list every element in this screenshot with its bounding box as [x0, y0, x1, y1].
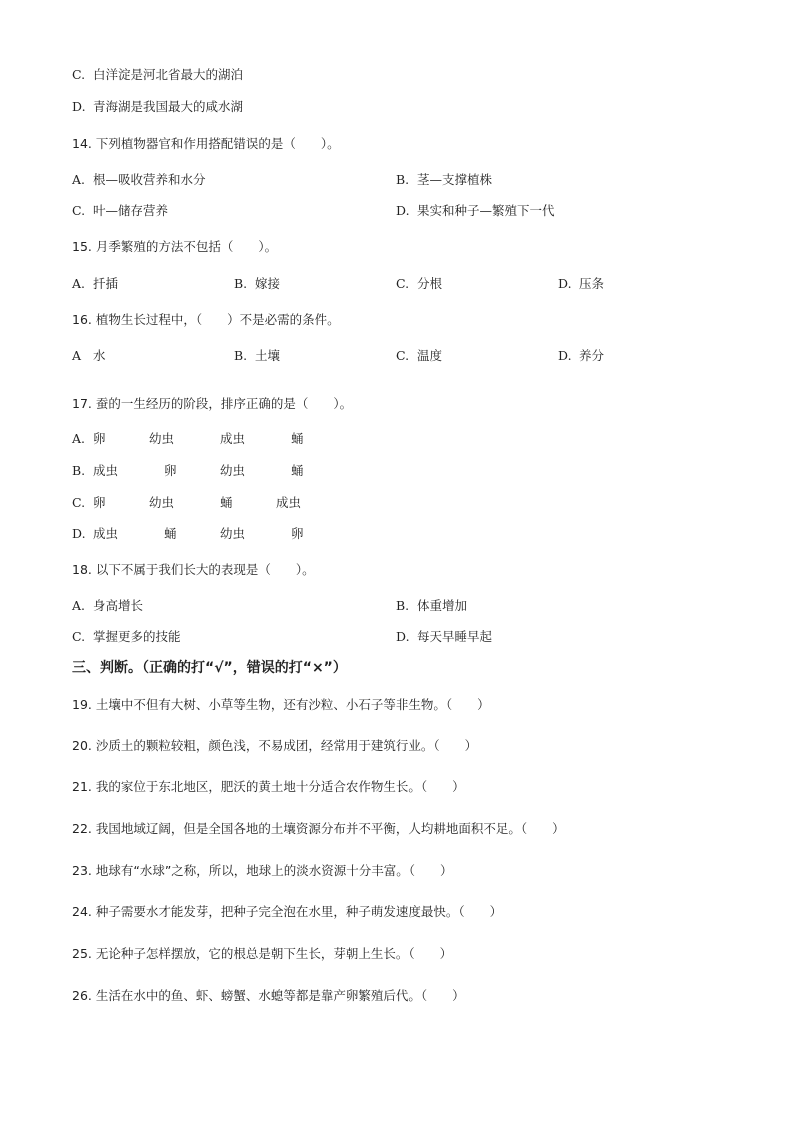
option-label: C. [72, 67, 86, 82]
option-text: 茎—支撑植株 [417, 172, 493, 187]
option-text: 分根 [417, 276, 443, 291]
option-text: 身高增长 [93, 598, 144, 613]
option-label: D. [72, 99, 86, 114]
stage: 幼虫 [220, 526, 246, 541]
option-label: B. [396, 172, 410, 187]
q18-option-b [396, 598, 467, 614]
stage: 卵 [164, 463, 177, 478]
stage: 成虫 [276, 495, 302, 510]
q14-option-c [72, 203, 168, 219]
stage: 卵 [291, 526, 304, 541]
judge-item: 25. 无论种子怎样摆放，它的根总是朝下生长，芽朝上生长。（ ） [72, 946, 453, 961]
option-text: 水 [93, 348, 106, 363]
option-label: A. [72, 172, 86, 187]
option-label: D. [396, 203, 410, 218]
q14-option-a [72, 172, 206, 188]
q15-option-a [72, 276, 118, 292]
option-label: C. [396, 276, 410, 291]
option-text: 土壤 [255, 348, 281, 363]
q18-stem: 18. 以下不属于我们长大的表现是（ ）。 [72, 562, 315, 577]
option-text: 果实和种子—繁殖下一代 [417, 203, 555, 218]
stage: 幼虫 [220, 463, 246, 478]
option-label: B. [234, 348, 248, 363]
q17-stem: 17. 蚕的一生经历的阶段，排序正确的是（ ）。 [72, 396, 353, 411]
option-label: A. [72, 276, 86, 291]
option-label: C. [72, 629, 86, 644]
option-label: A. [72, 598, 86, 613]
judge-item: 21. 我的家位于东北地区，肥沃的黄土地十分适合农作物生长。（ ） [72, 779, 465, 794]
q14-stem: 14. 下列植物器官和作用搭配错误的是（ ）。 [72, 136, 340, 151]
judge-item: 24. 种子需要水才能发芽，把种子完全泡在水里，种子萌发速度最快。（ ） [72, 904, 503, 919]
q15-option-b [234, 276, 280, 292]
option-label: A [72, 348, 82, 363]
judge-item: 19. 土壤中不但有大树、小草等生物，还有沙粒、小石子等非生物。（ ） [72, 697, 490, 712]
q15-option-d [558, 276, 604, 292]
option-label: D. [558, 276, 572, 291]
option-label: B. [234, 276, 248, 291]
judge-item: 20. 沙质土的颗粒较粗，颜色浅，不易成团，经常用于建筑行业。（ ） [72, 738, 478, 753]
q17-option-d-label: D. [72, 526, 86, 541]
option-text: 每天早睡早起 [417, 629, 493, 644]
option-text: 叶—储存营养 [93, 203, 169, 218]
stage: 幼虫 [149, 495, 175, 510]
q14-option-b [396, 172, 492, 188]
q16-option-c [396, 348, 442, 364]
stage: 蛹 [220, 495, 233, 510]
q17-option-a-label: A. [72, 431, 86, 446]
option-text: 根—吸收营养和水分 [93, 172, 206, 187]
section-heading: 三、判断。（正确的打“√”，错误的打“×”） [72, 660, 347, 676]
judge-item: 26. 生活在水中的鱼、虾、螃蟹、水螅等都是靠产卵繁殖后代。（ ） [72, 988, 465, 1003]
stage: 蛹 [291, 463, 304, 478]
option-text: 温度 [417, 348, 443, 363]
q16-option-d [558, 348, 604, 364]
stage: 成虫 [220, 431, 246, 446]
q16-option-b [234, 348, 280, 364]
option-text: 嫁接 [255, 276, 281, 291]
q14-option-d [396, 203, 555, 219]
option-label: C. [396, 348, 410, 363]
q13-option-d [72, 99, 243, 115]
q15-stem: 15. 月季繁殖的方法不包括（ ）。 [72, 239, 278, 254]
option-text: 白洋淀是河北省最大的湖泊 [93, 67, 244, 82]
option-text: 体重增加 [417, 598, 468, 613]
stage: 成虫 [93, 463, 119, 478]
stage: 成虫 [93, 526, 119, 541]
stage: 幼虫 [149, 431, 175, 446]
option-label: D. [396, 629, 410, 644]
q18-option-d [396, 629, 492, 645]
option-text: 掌握更多的技能 [93, 629, 181, 644]
stage: 卵 [93, 495, 106, 510]
option-text: 压条 [579, 276, 605, 291]
q16-option-a [72, 348, 106, 364]
option-label: D. [558, 348, 572, 363]
option-label: B. [396, 598, 410, 613]
q18-option-c [72, 629, 181, 645]
q18-option-a [72, 598, 143, 614]
q17-option-c-label: C. [72, 495, 86, 510]
stage: 卵 [93, 431, 106, 446]
stage: 蛹 [291, 431, 304, 446]
q15-option-c [396, 276, 442, 292]
q16-stem: 16. 植物生长过程中，（ ）不是必需的条件。 [72, 312, 340, 327]
option-label: C. [72, 203, 86, 218]
stage: 蛹 [164, 526, 177, 541]
q13-option-c [72, 67, 243, 83]
judge-item: 23. 地球有“水球”之称，所以，地球上的淡水资源十分丰富。（ ） [72, 863, 453, 878]
judge-item: 22. 我国地域辽阔，但是全国各地的土壤资源分布并不平衡，人均耕地面积不足。（ ） [72, 821, 565, 836]
option-text: 扦插 [93, 276, 119, 291]
option-text: 青海湖是我国最大的咸水湖 [93, 99, 244, 114]
q17-option-b-label: B. [72, 463, 86, 478]
option-text: 养分 [579, 348, 605, 363]
